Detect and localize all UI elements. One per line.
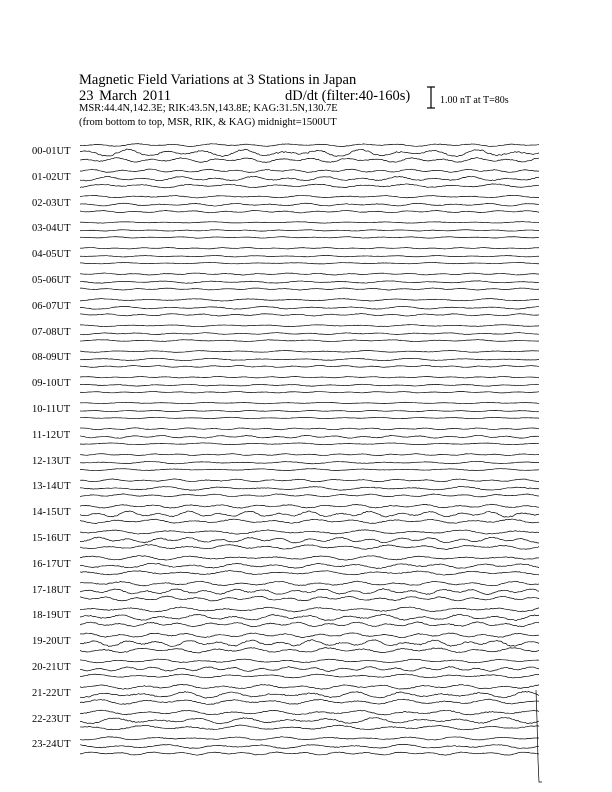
- trace-kag-line: [80, 376, 539, 378]
- trace-msr-line: [80, 184, 539, 188]
- hour-label: 18-19UT: [32, 610, 71, 622]
- trace-kag-line: [80, 737, 539, 740]
- trace-kag-line: [80, 350, 539, 352]
- hour-label: 03-04UT: [32, 223, 71, 235]
- trace-end-spike-line: [536, 690, 542, 782]
- station-coordinates: MSR:44.4N,142.3E; RIK:43.5N,143.8E; KAG:31.5N,130.7E: [79, 103, 338, 114]
- trace-msr-line: [80, 262, 539, 263]
- trace-msr-line: [80, 752, 539, 755]
- hour-label: 12-13UT: [32, 455, 71, 467]
- trace-rik-line: [80, 410, 539, 411]
- trace-rik-line: [80, 358, 539, 360]
- trace-msr-line: [80, 365, 539, 367]
- trace-kag-line: [80, 402, 539, 403]
- trace-rik-line: [80, 281, 539, 283]
- trace-msr-line: [80, 391, 539, 392]
- trace-msr-line: [80, 519, 539, 523]
- trace-rik-line: [80, 589, 539, 595]
- trace-rik-line: [80, 149, 539, 157]
- hour-label: 04-05UT: [32, 249, 71, 261]
- trace-kag-line: [80, 428, 539, 430]
- trace-msr-line: [80, 443, 539, 445]
- trace-msr-line: [80, 210, 539, 213]
- trace-kag-line: [80, 556, 539, 560]
- trace-msr-line: [80, 158, 539, 163]
- trace-rik-line: [80, 176, 539, 181]
- trace-rik-line: [80, 306, 539, 309]
- trace-kag-line: [80, 530, 539, 534]
- trace-rik-line: [80, 691, 539, 698]
- chart-title: Magnetic Field Variations at 3 Stations in Japan: [79, 72, 357, 88]
- trace-kag-line: [80, 454, 539, 456]
- trace-msr-line: [80, 237, 539, 239]
- hour-label: 08-09UT: [32, 352, 71, 364]
- hour-label: 14-15UT: [32, 507, 71, 519]
- trace-rik-line: [80, 384, 539, 386]
- trace-rik-line: [80, 537, 539, 543]
- hour-label: 20-21UT: [32, 662, 71, 673]
- trace-kag-line: [80, 684, 539, 689]
- trace-msr-line: [80, 596, 539, 601]
- trace-msr-line: [80, 545, 539, 550]
- trace-msr-line: [80, 725, 539, 730]
- trace-kag-line: [80, 633, 539, 638]
- trace-kag-line: [80, 222, 539, 223]
- trace-kag-line: [80, 195, 539, 198]
- trace-order-note: (from bottom to top, MSR, RIK, & KAG) midnight=1500UT: [79, 117, 337, 128]
- hour-label: 22-23UT: [32, 713, 71, 725]
- trace-kag-line: [80, 710, 539, 715]
- trace-msr-line: [80, 340, 539, 342]
- hour-label: 11-12UT: [32, 429, 71, 441]
- scale-label: 1.00 nT at T=80s: [440, 95, 509, 106]
- hour-label: 17-18UT: [32, 584, 71, 596]
- hour-label: 05-06UT: [32, 275, 71, 286]
- trace-rik-line: [80, 203, 539, 206]
- hour-label: 01-02UT: [32, 171, 71, 183]
- hour-label: 10-11UT: [32, 404, 71, 415]
- hour-label: 06-07UT: [32, 300, 71, 312]
- hour-label: 21-22UT: [32, 687, 71, 699]
- chart-quantity: dD/dt (filter:40-160s): [285, 88, 411, 104]
- trace-rik-line: [80, 744, 539, 748]
- trace-rik-line: [80, 718, 539, 724]
- hour-label: 23-24UT: [32, 739, 71, 751]
- hour-label: 15-16UT: [32, 533, 71, 544]
- hour-label: 00-01UT: [32, 146, 71, 157]
- hour-label: 07-08UT: [32, 326, 71, 338]
- trace-msr-line: [80, 648, 539, 653]
- trace-kag-line: [80, 248, 539, 249]
- chart-date: 23 March 2011: [79, 88, 172, 104]
- hour-label: 13-14UT: [32, 481, 71, 493]
- hour-label: 02-03UT: [32, 197, 71, 209]
- trace-rik-line: [80, 487, 539, 491]
- trace-rik-line: [80, 230, 539, 231]
- trace-msr-line: [80, 571, 539, 576]
- trace-kag-line: [80, 479, 539, 482]
- hour-label: 19-20UT: [32, 636, 71, 648]
- hour-label: 09-10UT: [32, 378, 71, 390]
- trace-kag-line: [80, 273, 539, 275]
- trace-kag-line: [80, 325, 539, 327]
- trace-msr-line: [80, 494, 539, 497]
- trace-rik-line: [80, 333, 539, 335]
- trace-rik-line: [80, 461, 539, 463]
- trace-rik-line: [80, 667, 539, 672]
- trace-msr-line: [80, 622, 539, 627]
- trace-msr-line: [80, 314, 539, 316]
- trace-rik-line: [80, 435, 539, 438]
- trace-msr-line: [80, 288, 539, 290]
- trace-kag-line: [80, 659, 539, 663]
- trace-rik-line: [80, 511, 539, 517]
- trace-msr-line: [80, 469, 539, 471]
- trace-kag-line: [80, 169, 539, 172]
- trace-kag-line: [80, 504, 539, 508]
- trace-rik-line: [80, 563, 539, 568]
- trace-msr-line: [80, 674, 539, 678]
- trace-msr-line: [80, 417, 539, 418]
- trace-kag-line: [80, 299, 539, 301]
- trace-kag-line: [80, 607, 539, 612]
- trace-msr-line: [80, 699, 539, 704]
- trace-rik-line: [80, 614, 539, 620]
- trace-kag-line: [80, 144, 539, 147]
- hour-label: 16-17UT: [32, 558, 71, 570]
- trace-rik-line: [80, 640, 539, 647]
- trace-rik-line: [80, 256, 539, 257]
- trace-kag-line: [80, 581, 539, 586]
